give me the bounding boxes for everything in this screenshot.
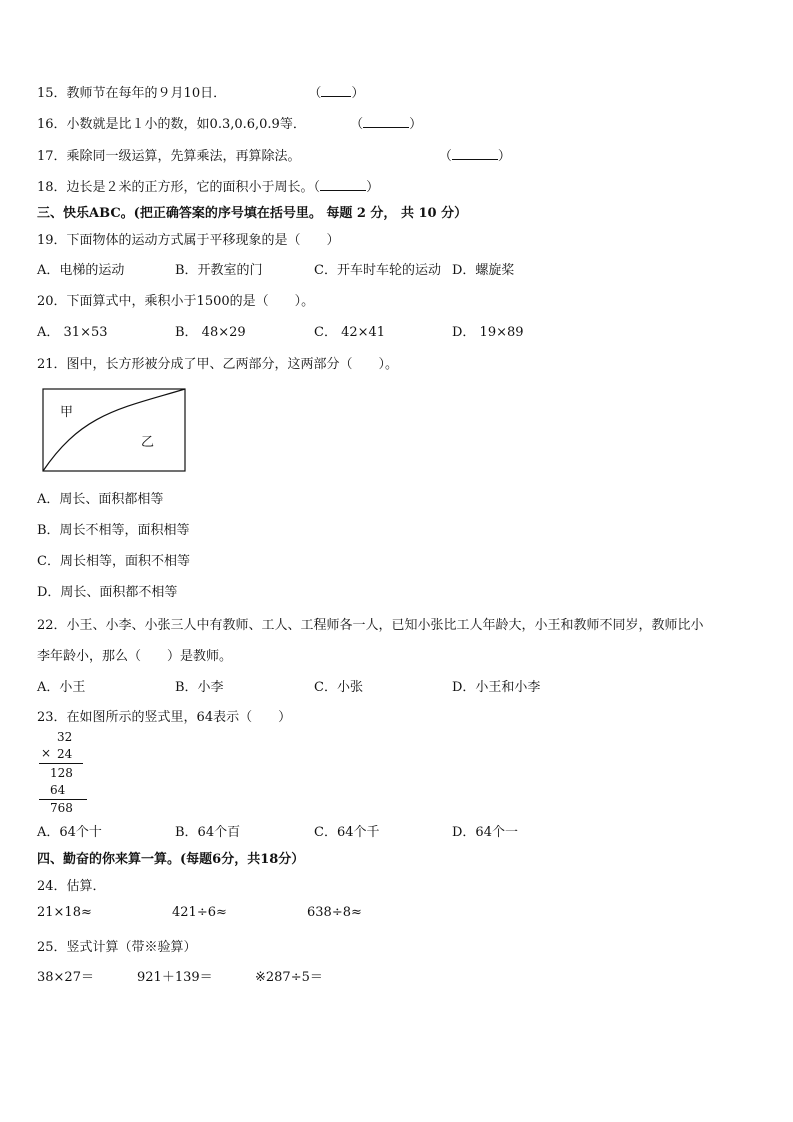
question-21-stem: 21．图中，长方形被分成了甲、乙两部分，这两部分（ ）。: [37, 357, 399, 372]
calc-item: 38×27＝: [37, 970, 94, 985]
answer-blank[interactable]: [363, 115, 409, 128]
option-d[interactable]: D． 19×89: [452, 325, 524, 340]
question-24-items: [37, 905, 757, 923]
question-18: 18．边长是２米的正方形，它的面积小于周长。（ ）: [37, 180, 380, 195]
option-b[interactable]: B．周长不相等，面积相等: [37, 523, 190, 538]
option-a[interactable]: A．电梯的运动: [37, 263, 125, 278]
partial-product-2: 64: [50, 783, 66, 797]
question-24-stem: 24．估算．: [37, 879, 106, 894]
option-d[interactable]: D．小王和小李: [452, 680, 541, 695]
question-16-text: 16．小数就是比１小的数，如0.3,0.6,0.9等．: [37, 117, 306, 132]
question-20-stem: 20．下面算式中，乘积小于1500的是（ ）。: [37, 294, 315, 309]
region-label-jia: 甲: [60, 405, 74, 420]
option-c[interactable]: C．64个千: [314, 825, 380, 840]
option-b[interactable]: B．开教室的门: [175, 263, 263, 278]
question-17-text: 17．乘除同一级运算，先算乘法，再算除法。: [37, 149, 301, 164]
question-19-options: [37, 259, 757, 277]
section-4-title: 四、勤奋的你来算一算。(每题6分，共18分）: [37, 852, 305, 867]
question-25-items: [37, 966, 757, 984]
question-16: 16．小数就是比１小的数，如0.3,0.6,0.9等． （ ）: [37, 117, 423, 132]
answer-blank[interactable]: [320, 178, 366, 191]
option-d[interactable]: D．周长、面积都不相等: [37, 585, 178, 600]
question-22-options: [37, 676, 757, 694]
option-d[interactable]: D．64个一: [452, 825, 518, 840]
multiplier: 24: [57, 747, 73, 761]
option-a[interactable]: A．小王: [37, 680, 86, 695]
option-d[interactable]: D．螺旋桨: [452, 263, 515, 278]
question-23-stem: 23．在如图所示的竖式里，64表示（ ）: [37, 710, 292, 725]
estimate-item: 21×18≈: [37, 905, 92, 920]
question-18-text: 18．边长是２米的正方形，它的面积小于周长。: [37, 180, 314, 195]
answer-blank[interactable]: [321, 84, 351, 97]
option-b[interactable]: B．64个百: [175, 825, 241, 840]
partial-product-1: 128: [50, 766, 73, 780]
option-b[interactable]: B．小李: [175, 680, 224, 695]
question-22-stem-line2: 李年龄小，那么（ ）是教师。: [37, 649, 233, 664]
calc-item: 921＋139＝: [137, 970, 213, 985]
estimate-item: 421÷6≈: [172, 905, 227, 920]
multiplicand: 32: [57, 730, 73, 744]
option-c[interactable]: C．小张: [314, 680, 363, 695]
option-a[interactable]: A． 31×53: [37, 325, 108, 340]
rule-line: [39, 799, 87, 800]
section-3-title: 三、快乐ABC。(把正确答案的序号填在括号里。 每题 2 分， 共 10 分）: [37, 206, 468, 221]
estimate-item: 638÷8≈: [307, 905, 362, 920]
vertical-multiplication: [37, 730, 97, 820]
option-c[interactable]: C．周长相等，面积不相等: [37, 554, 190, 569]
multiply-sign: ×: [41, 746, 52, 760]
question-22-stem-line1: 22．小王、小李、小张三人中有教师、工人、工程师各一人，已知小张比工人年龄大，小王和教师不同岁，教师比小: [37, 618, 704, 633]
question-15-text: 15．教师节在每年的９月10日．: [37, 86, 227, 101]
question-17: 17．乘除同一级运算，先算乘法，再算除法。 （ ）: [37, 149, 511, 164]
rule-line: [39, 763, 83, 764]
option-c[interactable]: C．开车时车轮的运动: [314, 263, 441, 278]
answer-blank[interactable]: [452, 147, 498, 160]
product-result: 768: [50, 801, 73, 815]
calc-item: ※287÷5＝: [255, 970, 323, 985]
question-19-stem: 19．下面物体的运动方式属于平移现象的是（ ）: [37, 233, 340, 248]
question-15: 15．教师节在每年的９月10日． （ ）: [37, 86, 365, 101]
question-25-stem: 25．竖式计算（带※验算）: [37, 940, 197, 955]
rectangle-figure: [42, 388, 188, 473]
option-a[interactable]: A．周长、面积都相等: [37, 492, 164, 507]
region-label-yi: 乙: [141, 435, 155, 450]
option-a[interactable]: A．64个十: [37, 825, 102, 840]
question-20-options: [37, 321, 757, 339]
question-23-options: [37, 821, 757, 839]
option-c[interactable]: C． 42×41: [314, 325, 386, 340]
option-b[interactable]: B． 48×29: [175, 325, 246, 340]
